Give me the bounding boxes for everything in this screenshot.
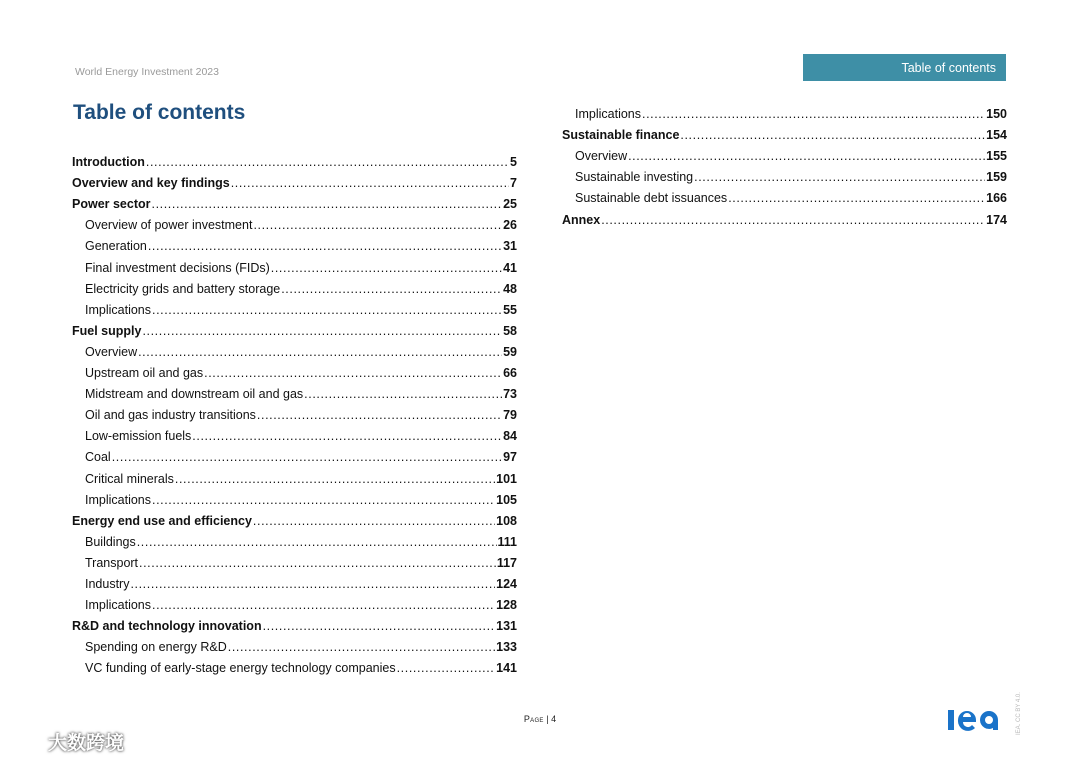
toc-dot-leader [175, 472, 495, 486]
toc-dot-leader [142, 324, 502, 338]
toc-dot-leader [397, 661, 496, 675]
toc-entry-title: Midstream and downstream oil and gas [85, 387, 304, 402]
toc-entry[interactable] [72, 486, 517, 507]
toc-dot-leader [137, 535, 497, 549]
toc-entry-page: 25 [503, 197, 517, 212]
toc-entry-page: 131 [496, 619, 517, 634]
toc-entry[interactable] [72, 359, 517, 380]
toc-entry-page: 117 [496, 555, 517, 570]
toc-entry[interactable] [72, 296, 517, 317]
toc-entry[interactable] [72, 633, 517, 654]
toc-entry[interactable] [562, 184, 1007, 205]
toc-dot-leader [642, 107, 985, 121]
toc-dot-leader [304, 387, 502, 401]
toc-entry-title: Overview [85, 344, 138, 359]
toc-entry[interactable] [562, 100, 1007, 121]
toc-entry-page: 31 [503, 239, 517, 254]
toc-entry-page: 150 [986, 107, 1007, 122]
toc-entry[interactable] [72, 528, 517, 549]
toc-entry[interactable] [562, 205, 1007, 226]
toc-entry-page: 154 [986, 128, 1007, 143]
page-number [0, 714, 1080, 724]
toc-entry[interactable] [72, 591, 517, 612]
toc-entry[interactable] [72, 190, 517, 211]
toc-entry[interactable] [72, 317, 517, 338]
toc-entry[interactable] [562, 142, 1007, 163]
toc-dot-leader [152, 598, 495, 612]
page-label: Page [523, 714, 544, 724]
toc-entry[interactable] [72, 380, 517, 401]
toc-entry-title: Energy end use and efficiency [72, 513, 252, 528]
toc-entry[interactable] [562, 121, 1007, 142]
toc-entry-title: Fuel supply [72, 323, 142, 338]
toc-entry-title: Oil and gas industry transitions [85, 408, 256, 423]
toc-entry[interactable] [72, 654, 517, 675]
toc-entry-title: Overview of power investment [85, 218, 253, 233]
section-tab-label: Table of contents [901, 60, 996, 75]
toc-entry-title: Buildings [85, 534, 136, 549]
section-tab[interactable] [803, 54, 1006, 81]
toc-entry-page: 26 [503, 218, 517, 233]
toc-entry-page: 111 [497, 534, 517, 549]
toc-entry-page: 79 [503, 408, 517, 423]
watermark-logo-icon [10, 731, 44, 753]
toc-entry[interactable] [72, 570, 517, 591]
document-title: World Energy Investment 2023 [75, 66, 219, 78]
toc-dot-leader [694, 170, 985, 184]
toc-entry-title: Final investment decisions (FIDs) [85, 260, 270, 275]
toc-entry-page: 55 [503, 302, 517, 317]
toc-entry-page: 124 [496, 576, 517, 591]
toc-dot-leader [152, 197, 503, 211]
toc-entry-page: 48 [503, 281, 517, 296]
toc-entry-title: Sustainable debt issuances [575, 191, 728, 206]
toc-entry[interactable] [72, 148, 517, 169]
toc-entry-page: 141 [496, 661, 517, 676]
toc-entry[interactable] [72, 401, 517, 422]
toc-entry-page: 166 [986, 191, 1007, 206]
page-title: Table of contents [73, 101, 246, 124]
toc-entry-page: 155 [986, 149, 1007, 164]
toc-dot-leader [192, 429, 502, 443]
toc-entry-title: Implications [85, 598, 151, 613]
toc-entry[interactable] [72, 232, 517, 253]
license-text: IEA. CC BY 4.0. [1016, 692, 1022, 735]
toc-entry-title: Low-emission fuels [85, 429, 192, 444]
toc-dot-leader [139, 556, 496, 570]
toc-entry-title: R&D and technology innovation [72, 619, 262, 634]
toc-entry-page: 66 [503, 366, 517, 381]
toc-entry-title: Implications [85, 302, 151, 317]
toc-right-column [562, 100, 1007, 227]
toc-entry-page: 133 [496, 640, 517, 655]
toc-entry-title: Implications [85, 492, 151, 507]
toc-dot-leader [138, 345, 502, 359]
toc-dot-leader [628, 149, 985, 163]
toc-entry-page: 128 [496, 598, 517, 613]
toc-entry-title: Industry [85, 576, 130, 591]
toc-entry-title: Transport [85, 555, 139, 570]
toc-entry[interactable] [72, 464, 517, 485]
toc-dot-leader [228, 640, 495, 654]
toc-entry-page: 101 [496, 471, 517, 486]
toc-entry-page: 159 [986, 170, 1007, 185]
toc-dot-leader [257, 408, 502, 422]
toc-entry-title: Electricity grids and battery storage [85, 281, 281, 296]
toc-entry-title: Overview [575, 149, 628, 164]
toc-dot-leader [204, 366, 502, 380]
toc-dot-leader [281, 282, 502, 296]
toc-dot-leader [231, 176, 509, 190]
toc-entry-page: 7 [510, 176, 517, 191]
toc-entry-page: 84 [503, 429, 517, 444]
toc-dot-leader [253, 218, 502, 232]
toc-entry[interactable] [72, 612, 517, 633]
watermark-text: 大数跨境 [48, 733, 125, 754]
toc-entry[interactable] [72, 422, 517, 443]
toc-dot-leader [152, 303, 502, 317]
toc-dot-leader [146, 155, 509, 169]
toc-dot-leader [130, 577, 495, 591]
toc-entry[interactable] [72, 211, 517, 232]
toc-dot-leader [152, 493, 495, 507]
toc-entry-title: Implications [575, 107, 641, 122]
toc-entry[interactable] [562, 163, 1007, 184]
iea-logo [948, 704, 1008, 732]
toc-entry-title: Introduction [72, 155, 145, 170]
toc-entry-title: Overview and key findings [72, 176, 230, 191]
toc-entry-title: Sustainable investing [575, 170, 694, 185]
toc-dot-leader [601, 213, 985, 227]
toc-left-column [72, 148, 517, 675]
page-separator: | [546, 714, 549, 724]
iea-logo-text: iea [948, 704, 950, 705]
toc-entry-page: 108 [496, 513, 517, 528]
toc-entry-page: 5 [510, 155, 517, 170]
toc-entry[interactable] [72, 275, 517, 296]
toc-entry-title: Critical minerals [85, 471, 174, 486]
toc-entry-page: 41 [503, 260, 517, 275]
toc-entry-page: 97 [503, 450, 517, 465]
toc-entry-page: 73 [503, 387, 517, 402]
toc-dot-leader [148, 239, 502, 253]
toc-entry[interactable] [72, 338, 517, 359]
toc-entry-page: 105 [496, 492, 517, 507]
toc-dot-leader [263, 619, 496, 633]
toc-dot-leader [728, 191, 985, 205]
toc-entry[interactable] [72, 253, 517, 274]
watermark [10, 728, 124, 755]
toc-entry-title: Power sector [72, 197, 151, 212]
toc-entry-page: 58 [503, 323, 517, 338]
toc-entry-title: Generation [85, 239, 147, 254]
toc-dot-leader [253, 514, 495, 528]
toc-entry-page: 174 [986, 212, 1007, 227]
page-number-value: 4 [551, 714, 557, 724]
toc-entry-title: Spending on energy R&D [85, 640, 227, 655]
toc-entry-title: VC funding of early-stage energy technology companies [85, 661, 396, 676]
toc-entry-title: Annex [562, 212, 601, 227]
toc-dot-leader [680, 128, 985, 142]
toc-entry[interactable] [72, 549, 517, 570]
toc-entry[interactable] [72, 507, 517, 528]
toc-entry[interactable] [72, 443, 517, 464]
toc-entry-title: Coal [85, 450, 111, 465]
toc-entry-page: 59 [503, 344, 517, 359]
toc-dot-leader [112, 450, 502, 464]
toc-entry-title: Sustainable finance [562, 128, 680, 143]
toc-dot-leader [271, 261, 502, 275]
toc-entry-title: Upstream oil and gas [85, 366, 204, 381]
toc-entry[interactable] [72, 169, 517, 190]
